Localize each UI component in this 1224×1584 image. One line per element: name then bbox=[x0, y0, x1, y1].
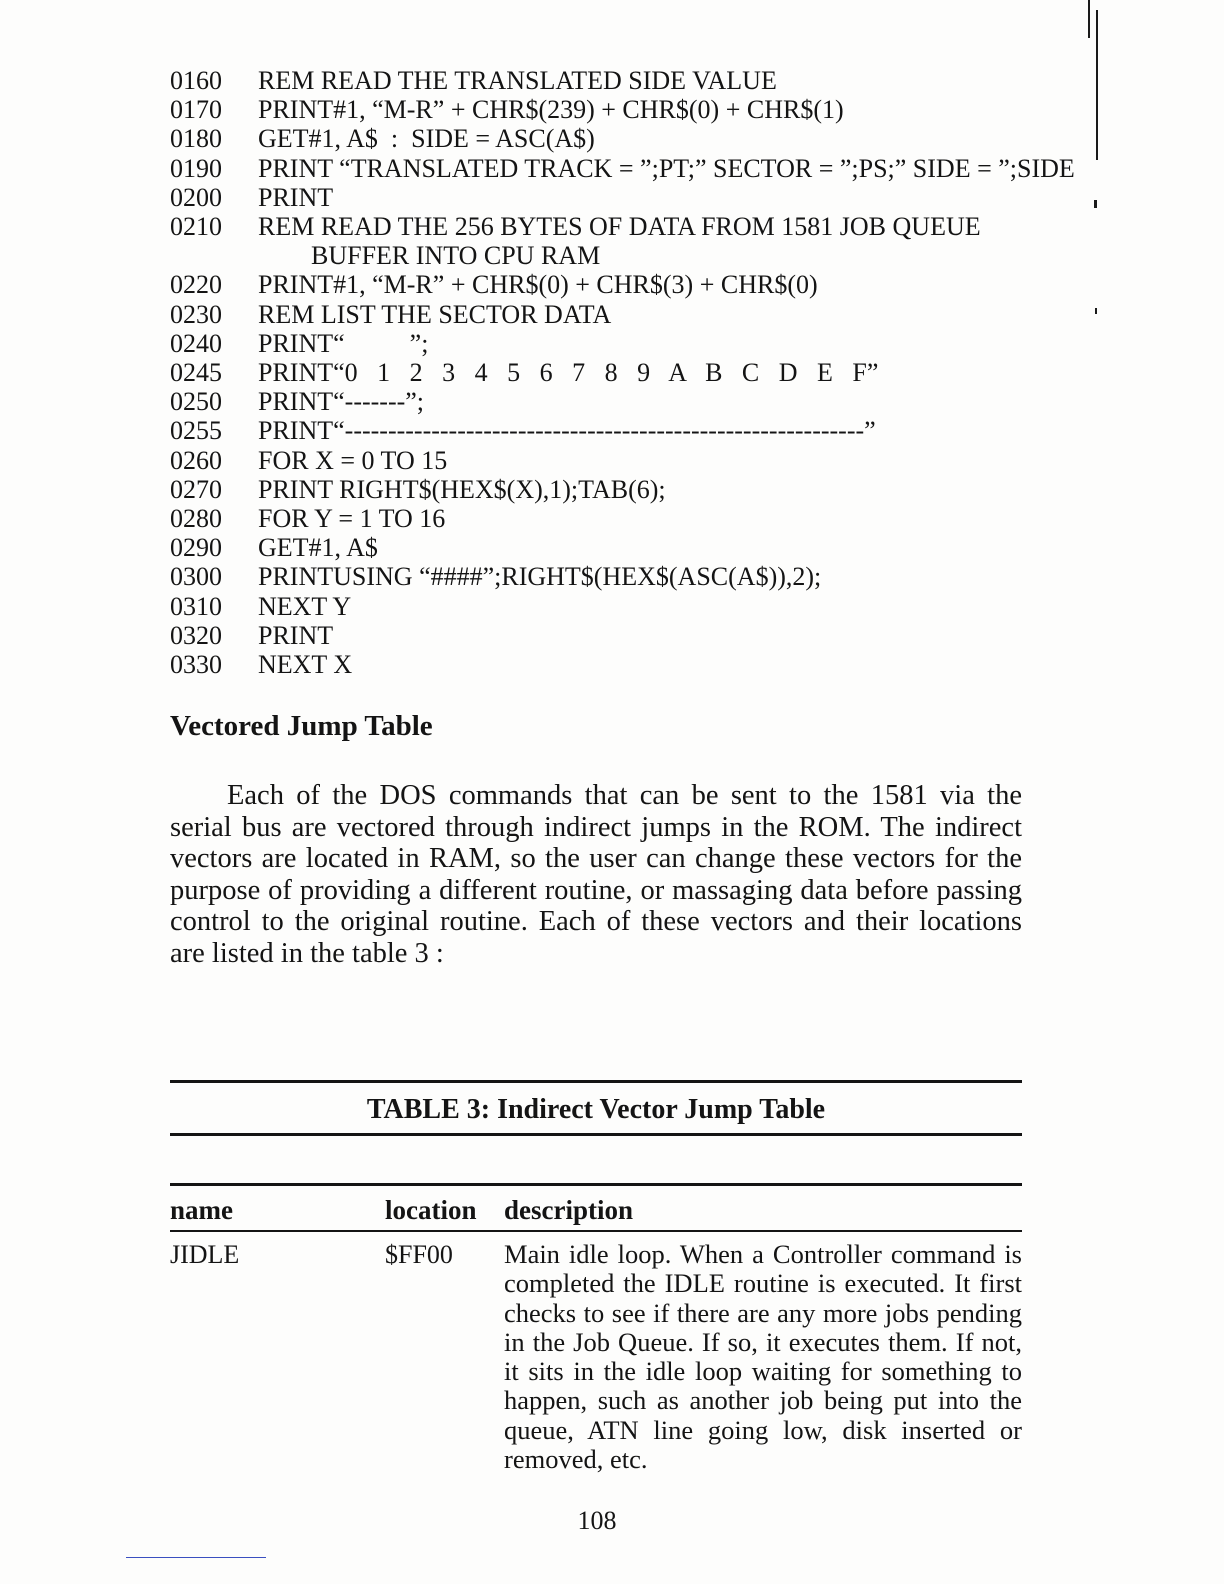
column-header-description: description bbox=[504, 1195, 634, 1225]
line-code: REM READ THE TRANSLATED SIDE VALUE bbox=[258, 66, 777, 95]
listing-line bbox=[170, 562, 1050, 591]
scan-underline-mark bbox=[126, 1557, 266, 1558]
listing-line bbox=[170, 650, 1050, 679]
line-number: 0290 bbox=[170, 533, 222, 563]
table-title-rule bbox=[170, 1133, 1022, 1136]
line-code: FOR Y = 1 TO 16 bbox=[258, 504, 446, 534]
body-paragraph: Each of the DOS commands that can be sent to the 1581 via the serial bus are vectored through indirect jumps in the ROM. The indirect vectors are located in RAM, so the user can change these vectors for the purpose of providing a different routine, or massaging data before passing control to the original routine. Each of these vectors and their locations are listed in the table 3 : bbox=[170, 780, 1022, 969]
line-code: PRINT bbox=[258, 182, 334, 212]
line-number: 0270 bbox=[170, 474, 222, 504]
table-top-rule bbox=[170, 1080, 1022, 1083]
listing-line bbox=[170, 270, 1050, 299]
listing-line bbox=[170, 212, 1050, 241]
line-number: 0220 bbox=[170, 270, 222, 300]
listing-line bbox=[170, 66, 1050, 95]
line-number: 0260 bbox=[170, 445, 222, 475]
line-number: 0230 bbox=[170, 299, 222, 329]
listing-continuation: BUFFER INTO CPU RAM bbox=[311, 241, 601, 271]
line-number: 0250 bbox=[170, 387, 222, 417]
table-header-top-rule bbox=[170, 1183, 1022, 1186]
line-number: 0320 bbox=[170, 620, 222, 650]
line-number: 0170 bbox=[170, 95, 222, 125]
listing-line bbox=[170, 592, 1050, 621]
table-header-bottom-rule bbox=[170, 1230, 1022, 1232]
section-heading: Vectored Jump Table bbox=[170, 710, 433, 742]
cell-location: $FF00 bbox=[385, 1240, 453, 1269]
line-code: PRINT#1, “M-R” + CHR$(239) + CHR$(0) + CHR$(1) bbox=[258, 95, 844, 125]
listing-line bbox=[170, 533, 1050, 562]
line-number: 0310 bbox=[170, 591, 222, 621]
line-code: PRINTUSING “####”;RIGHT$(HEX$(ASC(A$)),2); bbox=[258, 562, 822, 592]
line-number: 0240 bbox=[170, 328, 222, 358]
line-code: NEXT X bbox=[258, 650, 353, 680]
listing-line bbox=[170, 504, 1050, 533]
line-code: PRINT“0 1 2 3 4 5 6 7 8 9 A B C D E F” bbox=[258, 358, 879, 388]
cell-name: JIDLE bbox=[170, 1240, 240, 1269]
line-code: PRINT bbox=[258, 620, 334, 650]
scan-speck bbox=[1095, 308, 1097, 314]
line-code: REM LIST THE SECTOR DATA bbox=[258, 299, 612, 329]
listing-line bbox=[170, 183, 1050, 212]
line-code: PRINT“-------”; bbox=[258, 387, 425, 417]
line-number: 0300 bbox=[170, 562, 222, 592]
line-code: PRINT#1, “M-R” + CHR$(0) + CHR$(3) + CHR$(0) bbox=[258, 270, 818, 300]
line-number: 0160 bbox=[170, 66, 222, 95]
cell-description: Main idle loop. When a Controller command is completed the IDLE routine is executed. It first checks to see if there are any more jobs pending in the Job Queue. If so, it executes them. If not, it sits in the idle loop waiting for something to happen, such as another job being put into the queue, ATN line going low, disk inserted or removed, etc. bbox=[504, 1239, 1022, 1475]
line-code: GET#1, A$ bbox=[258, 533, 378, 563]
listing-line bbox=[170, 621, 1050, 650]
line-number: 0190 bbox=[170, 153, 222, 183]
line-number: 0180 bbox=[170, 124, 222, 154]
listing-line bbox=[170, 329, 1050, 358]
listing-line bbox=[170, 358, 1050, 387]
line-code: PRINT RIGHT$(HEX$(X),1);TAB(6); bbox=[258, 474, 666, 504]
listing-line bbox=[170, 153, 1075, 183]
scan-edge-mark bbox=[1088, 0, 1090, 38]
line-number: 0255 bbox=[170, 416, 222, 446]
column-header-location: location bbox=[385, 1195, 477, 1225]
line-code: PRINT“------------------------------------------------------------” bbox=[258, 416, 876, 446]
listing-line bbox=[170, 95, 1050, 124]
line-code: NEXT Y bbox=[258, 591, 352, 621]
listing-line bbox=[170, 124, 1050, 153]
page-number: 108 bbox=[577, 1506, 617, 1535]
scan-edge-mark bbox=[1096, 10, 1098, 160]
line-code: PRINT“ ”; bbox=[258, 328, 429, 358]
scan-speck bbox=[1094, 200, 1097, 208]
basic-listing bbox=[170, 66, 1075, 680]
listing-line bbox=[170, 475, 1050, 504]
line-code: REM READ THE 256 BYTES OF DATA FROM 1581 JOB QUEUE bbox=[258, 212, 981, 242]
line-code: GET#1, A$ : SIDE = ASC(A$) bbox=[258, 124, 595, 154]
column-header-name: name bbox=[170, 1195, 233, 1225]
line-number: 0210 bbox=[170, 212, 222, 242]
listing-line bbox=[170, 446, 1050, 475]
line-code: FOR X = 0 TO 15 bbox=[258, 445, 448, 475]
listing-line bbox=[170, 300, 1050, 329]
listing-line bbox=[170, 416, 1050, 445]
line-number: 0200 bbox=[170, 182, 222, 212]
line-number: 0245 bbox=[170, 358, 222, 388]
table-title: TABLE 3: Indirect Vector Jump Table bbox=[366, 1094, 826, 1125]
line-number: 0280 bbox=[170, 504, 222, 534]
line-code: PRINT “TRANSLATED TRACK = ”;PT;” SECTOR = ”;PS;” SIDE = ”;SIDE bbox=[258, 153, 1075, 183]
listing-line bbox=[170, 387, 1050, 416]
line-number: 0330 bbox=[170, 650, 222, 680]
